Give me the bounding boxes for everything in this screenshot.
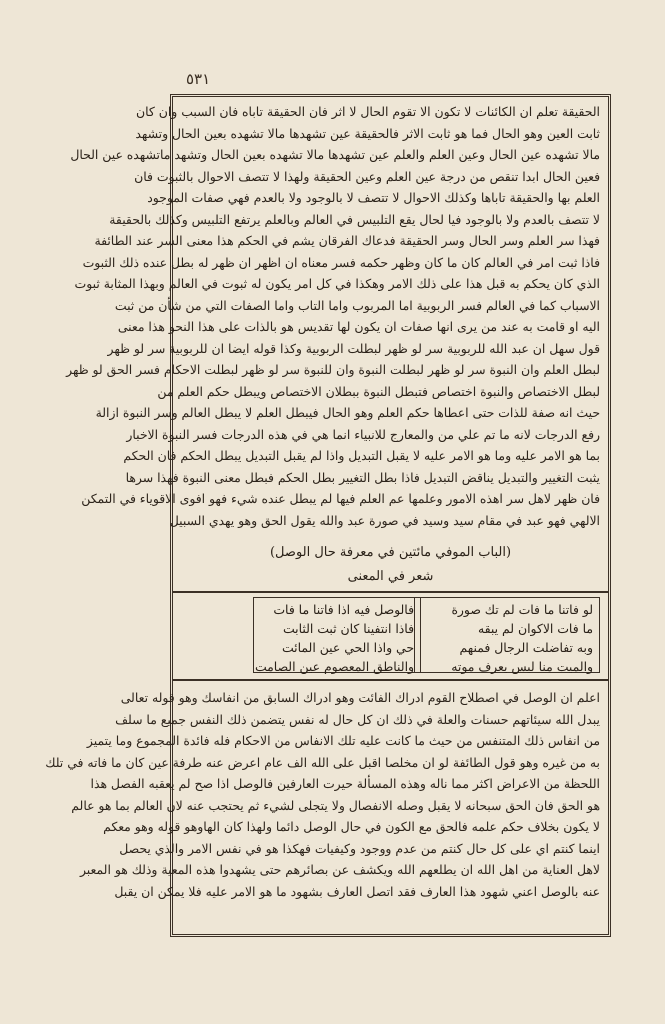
text-line: اللحظة من الاعراض اكثر مما ناله وهذه المسألة حيرت العارفين فالوصل اذا صح لم يعقبه الفصل هذا [90, 776, 600, 791]
text-line: من انفاس ذلك المتنفس من حيث ما كانت عليه تلك الانفاس من الاحكام فله فائدة المجموع وما يتميز [86, 733, 600, 748]
poem-verse: وبه تفاضلت الرجال فمنهم [459, 640, 593, 655]
page-number: ٥٣١ [186, 70, 211, 88]
text-line: الاسباب كما في العالم فسر الربوبية اما المربوب واما التاب واما الصفات التي من شأن من ثبت [114, 297, 600, 313]
text-line: الحقيقة تعلم ان الكائنات لا تكون الا تقوم الحال لا اثر فان الحقيقة تاباه فان السبب وان كان [136, 104, 600, 119]
divider-bottom [173, 679, 608, 681]
poem-verse: فالوصل فيه اذا فاتنا ما فات [273, 602, 414, 617]
upper-text-block [66, 101, 600, 531]
text-line: فان ظهر لاهل سر اهذه الامور وعلمها عم العلم فيها لم يبطل عنده شيء فهو افوى الاقوياء في التمكن [81, 491, 600, 506]
text-line: لاهل العناية من اهل الله ان يطلعهم الله ويكشف عن بصائرهم حتى يشهدوا هذه المعية وذلك هو المعبر [79, 862, 600, 877]
poem-verse: والميت منا ليس يعرف موته [451, 659, 593, 674]
text-line: مالا تشهده عين الحال وعين العلم والعلم عين تشهدها مالا تشهده بعين الحال وتشهد ماتشهده عين الحال [70, 147, 600, 162]
text-line: به من غيره وهو قول الطائفة لو ان مخلصا اقبل على الله الف عام اعرض عنه طرفة عين كان ما فاته في تلك [45, 754, 600, 770]
poem-verse: ما فات الاكوان لم يبقه [477, 621, 593, 636]
poem-right-column [414, 597, 600, 673]
text-line: لبطل الاختصاص والنبوة اختصاص فتبطل النبوة ببطلان الاختصاص ويبطل حكم العلم من [157, 383, 600, 399]
text-line: الالهي فهو عبد في مقام سيد وسيد في صورة عبد والله يقول الحق وهو يهدي السبيل [169, 512, 600, 528]
text-line: رفع الدرجات لانه ما تم علي من والمعارج للانبياء انما هي في هذه الدرجات فسر النبوة الاخبار [126, 426, 600, 442]
text-line: فهذا سر العلم وسر الحال وسر الحقيقة فدعاك الفرقان يشم في الحكم هذا معنى السر عند الطائفة [94, 233, 600, 248]
text-line: بما هو الامر عليه وما هو الامر عليه لا يقبل التبديل واذا لم يقبل التبديل يبطل الحكم فان الحكم [123, 448, 600, 463]
poem-verse: والناطق المعصوم عين الصامت [254, 659, 414, 674]
poem-verse: فاذا انتفينا كان ثبت الثابت [282, 621, 414, 636]
divider-top [173, 591, 608, 593]
text-line: اعلم ان الوصل في اصطلاح القوم ادراك الفائت وهو ادراك السابق من انفاسك وهو قوله تعالى [120, 690, 600, 705]
text-line: العلم بها والحقيقة تاباها وكذلك الاحوال لا تتصف لا بالوجود ولا بالعدم فهي صفات الموجود [147, 190, 600, 205]
text-line: اليه او قامت به عند من يرى انها صفات ان يكون لها تقديس هو بالذات على هذا النحو هذا معنى [117, 319, 600, 334]
text-line: لا تتصف بالعدم ولا بالوجود فيا لحال يقع التلبيس في العالم وبالعلم يرتفع التلبيس وكذلك بالحقيقة [109, 211, 600, 227]
text-line: لبطل العلم وان النبوة سر لو ظهر لبطلت النبوة وان للنبوة سر لو ظهر لبطلت الاحكام فسر الحق لو ظهر [66, 362, 600, 377]
text-line: فعين الحال ابدا تنقص من درجة عين العلم وعين الحقيقة ولهذا لا تتصف الاحوال بالثبوت فان [134, 168, 600, 184]
text-line: يثبت التغيير والتبديل يناقض التبديل فاذا بطل التغيير بطل الحكم فبطل معنى النبوة فهذا سرها [125, 469, 600, 485]
text-line: يبدل الله سيئاتهم حسنات والعلة في ذلك ان كل حال له نفس يتضمن ذلك النفس جميع ما سلف [115, 711, 600, 727]
text-line: ثابت العين وهو الحال فما هو ثابت الاثر فالحقيقة عين تشهدها مالا تشهده بعين الحال وتشهد [135, 125, 600, 141]
poem-verse: حي واذا الحي عين المائت [281, 640, 414, 655]
text-line: عنه بالوصل اعني شهود هذا العارف فقد اتصل العارف بشهود ما هو الامر عليه فلا يمكن ان يقبل [114, 883, 600, 899]
poem-verse: لو فاتنا ما فات لم تك صورة [451, 602, 593, 617]
text-line: الذي كان يحكم به قبل هذا على ذلك الامر وهكذا في كل امر يكون له ثبوت في العالم وبهذا المثابة ثبوت [74, 276, 600, 291]
poem-left-column [253, 597, 421, 673]
lower-text-block [45, 687, 600, 902]
text-line: حيث انه صفة للذات حتى اعطاها حكم العلم وهو الحال فيبطل العلم لا يبطل العالم وسر النبوة ازالة [95, 405, 600, 420]
chapter-heading: (الباب الموفي مائتين في معرفة حال الوصل) [269, 545, 512, 560]
text-line: قول سهل ان عبد الله للربوبية سر لو ظهر لبطلت الربوبية وكذا قوله ايضا ان للربوبية سر لو ظهر [107, 340, 600, 356]
text-line: لا يكون بخلاف حكم علمه فالحق مع الكون في حال الوصل دائما ولهذا كان الهاوهو قوله وهو معكم [103, 819, 600, 834]
text-line: هو الحق فان الحق سبحانه لا يقبل وصله الانفصال ولا يتجلى لشيء ثم يحتجب عنه لان العالم بما هو عالم [71, 797, 600, 813]
text-line: اينما كنتم اي على كل حال كنتم من عدم ووجود وكيفيات فهكذا هو في نفس الامر والذي يحصل [119, 840, 600, 856]
text-frame [45, 94, 611, 937]
poem-subheading: شعر في المعنى [347, 569, 434, 584]
text-line: فاذا ثبت امر في العالم كان ما كان وظهر حكمه فسر معناه ان اظهر ان ظهر له بطل عنده ذلك الثبوت [82, 254, 600, 270]
